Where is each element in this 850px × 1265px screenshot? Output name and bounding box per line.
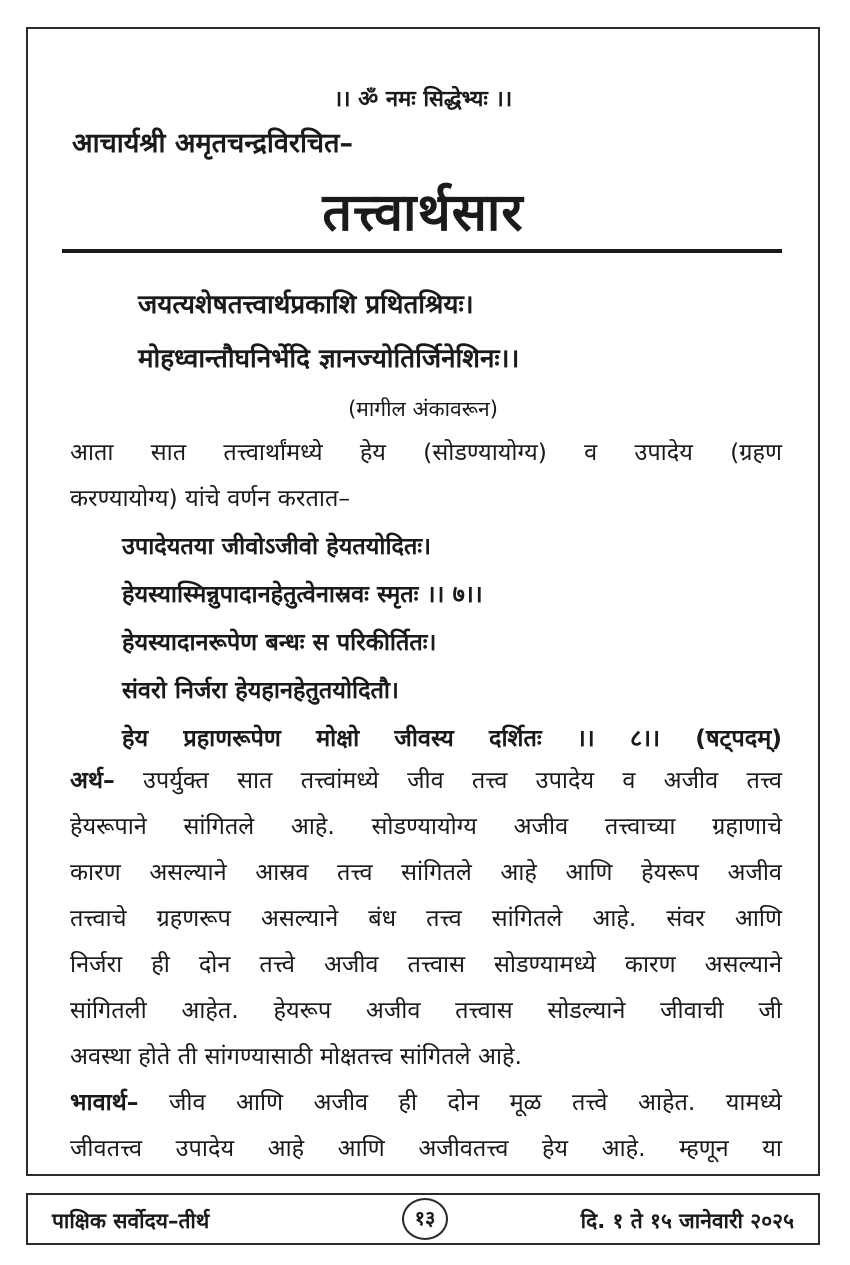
verse-line-5: हेय प्रहाणरूपेण मोक्षो जीवस्य दर्शितः ।। ८।। (षट्पदम्) [122,724,782,752]
meaning-line-4: तत्त्वाचे ग्रहणरूप असल्याने बंध तत्त्व सांगितले आहे. संवर आणि [70,904,782,932]
explanation-line-2: जीवतत्त्व उपादेय आहे आणि अजीवतत्त्व हेय आहे. म्हणून या [70,1134,782,1162]
verse-line-1: उपादेयतया जीवोऽजीवो हेयतयोदितः। [122,532,432,560]
invocation: ।। ॐ नमः सिद्धेभ्यः ।। [333,87,513,112]
explanation-line-1 [70,1085,782,1117]
title-divider [62,249,782,253]
opening-verse-line-1: जयत्यशेषतत्त्वार्थप्रकाशि प्रथितश्रियः। [138,290,474,320]
page-footer [26,1193,820,1245]
explanation-first-line: जीव आणि अजीव ही दोन मूळ तत्त्वे आहेत. यामध्ये [168,1088,782,1116]
meaning-line-7: अवस्था होते ती सांगण्यासाठी मोक्षतत्त्व सांगितले आहे. [70,1042,522,1070]
explanation-label: भावार्थ– [70,1088,139,1116]
verse-line-2: हेयस्यास्मिन्नुपादानहेतुत्वेनास्रवः स्मृतः ।। ७।। [122,580,483,608]
meaning-first-line: उपर्युक्त सात तत्त्वांमध्ये जीव तत्त्व उपादेय व अजीव तत्त्व [142,766,782,794]
continuation-note: (मागील अंकावरून) [348,397,498,421]
meaning-line-3: कारण असल्याने आस्रव तत्त्व सांगितले आहे आणि हेयरूप अजीव [70,858,782,886]
verse-line-4: संवरो निर्जरा हेयहानहेतुतयोदितौ। [122,676,399,704]
opening-verse-line-2: मोहध्वान्तौघनिर्भेदि ज्ञानज्योतिर्जिनेशिनः।। [138,344,520,374]
meaning-line-1 [70,763,782,795]
meaning-label: अर्थ– [70,766,115,794]
intro-line-1: आता सात तत्त्वार्थांमध्ये हेय (सोडण्यायोग्य) व उपादेय (ग्रहण [70,438,782,466]
intro-line-2: करण्यायोग्य) यांचे वर्णन करतात– [70,484,351,512]
meaning-line-2: हेयरूपाने सांगितले आहे. सोडण्यायोग्य अजीव तत्त्वाच्या ग्रहाणाचे [70,812,782,840]
page-title: तत्त्वार्थसार [322,183,524,243]
publication-name: पाक्षिक सर्वोदय–तीर्थ [52,1209,210,1233]
meaning-line-5: निर्जरा ही दोन तत्त्वे अजीव तत्त्वास सोडण्यामध्ये कारण असल्याने [70,950,782,978]
verse-line-3: हेयस्यादानरूपेण बन्धः स परिकीर्तितः। [122,628,437,656]
issue-date: दि. १ ते १५ जानेवारी २०२५ [580,1209,794,1233]
meaning-line-6: सांगितली आहेत. हेयरूप अजीव तत्त्वास सोडल्याने जीवाची जी [70,996,782,1024]
page-frame [26,27,820,1176]
page-number: १३ [402,1198,448,1240]
author-line: आचार्यश्री अमृतचन्द्रविरचित– [72,128,353,159]
